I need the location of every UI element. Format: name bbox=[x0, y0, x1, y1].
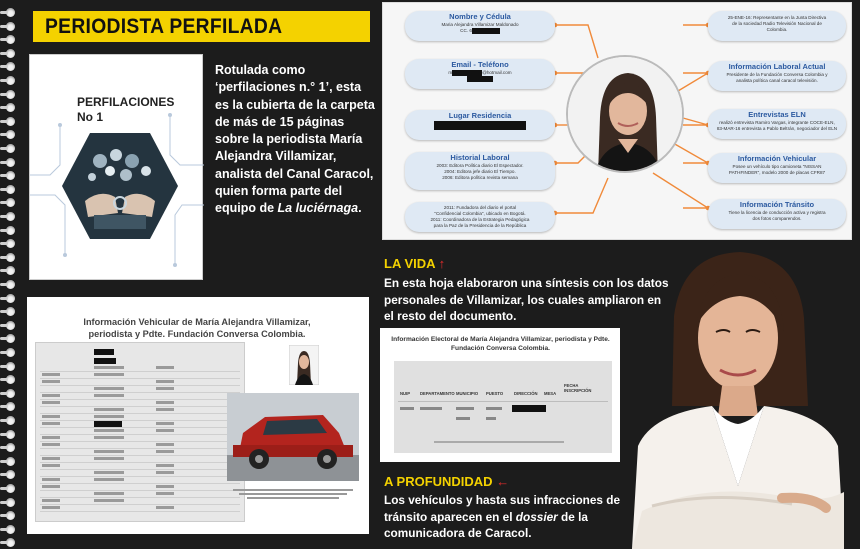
table-cell-text bbox=[156, 485, 174, 488]
spiral-hole bbox=[6, 484, 15, 493]
spiral-hole bbox=[6, 334, 15, 343]
a-profundidad-caption bbox=[384, 492, 624, 542]
a-profundidad-label bbox=[384, 474, 509, 489]
table-cell-text bbox=[94, 492, 124, 495]
table-cell-text bbox=[42, 401, 60, 404]
pill-line: Colombia. bbox=[766, 27, 788, 32]
pill-line: de la sociedad Radio Televisión Nacional de bbox=[732, 21, 822, 26]
table-cell-text bbox=[156, 422, 174, 425]
spiral-binding bbox=[0, 0, 22, 549]
electoral-info-document bbox=[380, 328, 620, 462]
table-cell-text bbox=[42, 457, 60, 460]
a-profundidad-label-text: A PROFUNDIDAD bbox=[384, 474, 493, 489]
table-cell-text bbox=[156, 506, 174, 509]
table-cell-text bbox=[156, 401, 174, 404]
table-cell-text bbox=[42, 499, 60, 502]
pill-heading: Email - Teléfono bbox=[451, 60, 509, 69]
table-cell-text bbox=[42, 415, 60, 418]
pill-nombre-cedula bbox=[405, 11, 555, 41]
cover-caption-text: Rotulada como ‘perfilaciones n.° 1’, esta es la cubierta de la carpeta de más de 15 páginas sobre la periodista María Alejandra Villamizar, analista del Canal Caracol, quien forma parte del equipo de bbox=[215, 63, 375, 216]
spiral-hole bbox=[6, 212, 15, 221]
table-cell-text bbox=[94, 387, 124, 390]
electoral-header: DEPARTAMENTO bbox=[420, 391, 455, 396]
arrow-up-icon: ↑ bbox=[438, 256, 446, 271]
id-photo-thumbnail bbox=[289, 345, 319, 385]
spiral-hole bbox=[6, 90, 15, 99]
electoral-header: MESA bbox=[544, 391, 557, 396]
arrow-left-icon: ← bbox=[496, 474, 510, 489]
spiral-hole bbox=[6, 511, 15, 520]
pill-line: 2003: Editora Política diario El Espectador. bbox=[436, 163, 524, 168]
pill-line: 2004: Editora jefe diario El Tiempo. bbox=[444, 169, 516, 174]
pill-line: PATHFINDER", modelo 2000 de placas CFR87 bbox=[728, 170, 826, 175]
pill-line: Tiene la licencia de conducción activa y registra bbox=[728, 210, 826, 215]
spiral-hole bbox=[6, 443, 15, 452]
table-row-line bbox=[40, 448, 240, 449]
vehicle-doc-title-line2: periodista y Pdte. Fundación Conversa Colombia. bbox=[88, 328, 306, 339]
table-cell-text bbox=[42, 380, 60, 383]
electoral-header: DIRECCIÓN bbox=[514, 391, 538, 396]
redaction-bar bbox=[452, 70, 482, 76]
table-row-line bbox=[40, 378, 240, 379]
table-cell-text bbox=[94, 394, 124, 397]
spiral-hole bbox=[6, 103, 15, 112]
electoral-doc-title bbox=[388, 336, 613, 353]
pill-line: 25-ENE-16: Representante en la Junta Directiva bbox=[727, 15, 827, 20]
table-cell-text bbox=[42, 478, 60, 481]
table-cell-text bbox=[94, 429, 124, 432]
table-cell-text bbox=[94, 499, 124, 502]
spiral-hole bbox=[6, 198, 15, 207]
pill-informacion-vehicular bbox=[708, 153, 846, 183]
cover-title-line2: No 1 bbox=[77, 110, 104, 124]
cover-caption-italic: La luciérnaga bbox=[277, 201, 359, 216]
table-row-line bbox=[40, 441, 240, 442]
pill-line: 2011: Coordinadora de la Estrategia Pedagógica bbox=[430, 217, 530, 222]
spiral-hole bbox=[6, 76, 15, 85]
spiral-hole bbox=[6, 375, 15, 384]
spiral-hole bbox=[6, 239, 15, 248]
spiral-hole bbox=[6, 280, 15, 289]
table-cell-text bbox=[94, 373, 124, 376]
spiral-hole bbox=[6, 49, 15, 58]
spiral-hole bbox=[6, 185, 15, 194]
table-cell-text bbox=[94, 415, 124, 418]
table-cell-text bbox=[156, 471, 174, 474]
table-row-line bbox=[40, 469, 240, 470]
la-vida-label bbox=[384, 256, 445, 271]
table-cell-text bbox=[156, 387, 174, 390]
pill-line bbox=[405, 76, 555, 82]
table-cell-text bbox=[42, 422, 60, 425]
spiral-hole bbox=[6, 22, 15, 31]
a-profundidad-text-after: de la comunicadora de Caracol. bbox=[384, 509, 588, 540]
spiral-hole bbox=[6, 35, 15, 44]
spiral-hole bbox=[6, 171, 15, 180]
pill-heading: Información Laboral Actual bbox=[728, 62, 826, 71]
spiral-hole bbox=[6, 348, 15, 357]
spiral-hole bbox=[6, 307, 15, 316]
pill-line-text: m bbox=[448, 70, 453, 76]
electoral-doc-title-line2: Fundación Conversa Colombia. bbox=[451, 344, 550, 352]
table-cell-text bbox=[156, 366, 174, 369]
redaction-bar bbox=[512, 405, 546, 412]
pill-line: 83-MAR-16 entrevista a Pablo Beltrán, negociador del ELN bbox=[716, 126, 838, 131]
table-row-line bbox=[40, 420, 240, 421]
pill-historial-laboral bbox=[405, 152, 555, 190]
table-row-line bbox=[40, 511, 240, 512]
spiral-hole bbox=[6, 416, 15, 425]
spiral-hole bbox=[6, 525, 15, 534]
spiral-hole bbox=[6, 321, 15, 330]
pill-line-text: CC. 6 bbox=[460, 28, 472, 34]
pill-line: para la Paz de la Presidencia de la República bbox=[433, 223, 527, 228]
spiral-hole bbox=[6, 266, 15, 275]
cover-title bbox=[77, 95, 174, 125]
folder-cover-image bbox=[29, 54, 203, 280]
pill-email-telefono bbox=[405, 59, 555, 89]
redaction-bar bbox=[94, 358, 116, 364]
spiral-hole bbox=[6, 117, 15, 126]
table-cell-text bbox=[156, 450, 174, 453]
table-row-line bbox=[40, 427, 240, 428]
spiral-hole bbox=[6, 362, 15, 371]
table-cell-text bbox=[94, 450, 124, 453]
table-row-line bbox=[40, 497, 240, 498]
table-cell-text bbox=[94, 457, 124, 460]
pill-junta-directiva bbox=[708, 11, 846, 41]
spiral-hole bbox=[6, 498, 15, 507]
table-row-line bbox=[40, 392, 240, 393]
pill-historial-2011 bbox=[405, 202, 555, 232]
table-cell-text bbox=[156, 408, 174, 411]
electoral-header: FECHA INSCRIPCIÓN bbox=[564, 383, 592, 393]
table-cell-text bbox=[156, 443, 174, 446]
table-cell-text bbox=[94, 408, 124, 411]
table-cell-text bbox=[156, 464, 174, 467]
spiral-hole bbox=[6, 402, 15, 411]
table-cell-text bbox=[42, 464, 60, 467]
electoral-header: MUNICIPIO bbox=[456, 391, 479, 396]
table-row-line bbox=[40, 455, 240, 456]
table-cell-text bbox=[94, 366, 124, 369]
spiral-hole bbox=[6, 470, 15, 479]
pill-line bbox=[405, 28, 555, 34]
table-row-line bbox=[40, 476, 240, 477]
pill-line: Posee un vehículo tipo camioneta "NISSAN bbox=[732, 164, 822, 169]
cover-title-line1: PERFILACIONES bbox=[77, 95, 175, 109]
pill-entrevistas-eln bbox=[708, 109, 846, 139]
pill-heading: Nombre y Cédula bbox=[449, 12, 511, 21]
pill-informacion-laboral bbox=[708, 61, 846, 91]
table-cell-text bbox=[94, 436, 124, 439]
spiral-hole bbox=[6, 294, 15, 303]
pill-line: dos fotos comparendos. bbox=[752, 216, 802, 221]
table-row-line bbox=[40, 399, 240, 400]
spiral-hole bbox=[6, 457, 15, 466]
electoral-data-table bbox=[394, 361, 612, 453]
profile-photo bbox=[566, 55, 684, 173]
redaction-bar bbox=[434, 121, 526, 130]
table-cell-text bbox=[42, 443, 60, 446]
pill-heading: Entrevistas ELN bbox=[748, 110, 806, 119]
woman-portrait-icon bbox=[568, 57, 684, 173]
table-cell-text bbox=[42, 394, 60, 397]
section-title-banner bbox=[33, 11, 370, 42]
spiral-hole bbox=[6, 130, 15, 139]
table-cell-text bbox=[42, 436, 60, 439]
pill-line: "Confidencial Colombia", ubicado en Bogotá. bbox=[434, 211, 526, 216]
redaction-bar bbox=[94, 349, 114, 355]
pill-line: analista política canal caracol televisión. bbox=[736, 78, 818, 83]
pill-informacion-transito bbox=[708, 199, 846, 229]
pill-heading: Historial Laboral bbox=[450, 153, 510, 162]
pill-line bbox=[405, 121, 555, 130]
table-row-line bbox=[40, 371, 240, 372]
spiral-hole bbox=[6, 430, 15, 439]
pill-heading: Información Tránsito bbox=[739, 200, 815, 209]
table-row-line bbox=[40, 406, 240, 407]
table-cell-text bbox=[156, 492, 174, 495]
la-vida-caption: En esta hoja elaboraron una síntesis con los datos personales de Villamizar, los cuales ampliaron en el resto del documento. bbox=[384, 276, 669, 323]
electoral-header: NUIP bbox=[400, 391, 411, 396]
pill-line: Presidente de la Fundación Conversa Colombia y bbox=[726, 72, 828, 77]
table-cell-text bbox=[42, 506, 60, 509]
spiral-hole bbox=[6, 538, 15, 547]
electoral-doc-title-line1: Información Electoral de María Alejandra Villamizar, periodista y Pdte. bbox=[391, 336, 610, 343]
pill-heading: Información Vehicular bbox=[737, 154, 817, 163]
pill-lugar-residencia bbox=[405, 110, 555, 140]
table-row-line bbox=[40, 490, 240, 491]
vehicle-info-document bbox=[27, 297, 369, 534]
spiral-hole bbox=[6, 158, 15, 167]
table-cell-text bbox=[42, 373, 60, 376]
la-vida-label-text: LA VIDA bbox=[384, 256, 436, 271]
pill-line: 2006: Editora política revista semana bbox=[442, 175, 518, 180]
pill-line: 2011: Fundadora del diario el portal bbox=[443, 205, 517, 210]
spiral-hole bbox=[6, 226, 15, 235]
a-profundidad-text-before: Los vehículos y hasta sus infracciones de tránsito aparecen en el bbox=[384, 493, 621, 524]
vehicle-doc-title-line1: Información Vehicular de María Alejandra Villamizar, bbox=[83, 317, 311, 327]
redaction-bar bbox=[472, 28, 500, 34]
redaction-bar bbox=[467, 76, 493, 82]
table-row-line bbox=[40, 483, 240, 484]
pill-line-text: @hotmail.com bbox=[482, 70, 512, 76]
table-row-line bbox=[40, 385, 240, 386]
pill-line: realizó entrevista Ramiro Vargas, integrante COCE-ELN, bbox=[719, 120, 835, 125]
journalist-portrait-photo bbox=[612, 246, 860, 549]
spiral-hole bbox=[6, 8, 15, 17]
photo-caption-lines bbox=[227, 487, 359, 501]
red-suv-photo bbox=[227, 393, 359, 481]
pill-line: Maria Alejandra Villamizar Maldonado bbox=[441, 22, 519, 27]
table-row-line bbox=[40, 504, 240, 505]
a-profundidad-italic: dossier bbox=[515, 509, 558, 524]
table-cell-text bbox=[94, 471, 124, 474]
vehicle-data-table bbox=[35, 342, 245, 522]
vehicle-doc-title bbox=[47, 317, 347, 340]
spiral-hole bbox=[6, 62, 15, 71]
table-cell-text bbox=[156, 380, 174, 383]
spiral-hole bbox=[6, 389, 15, 398]
cover-caption bbox=[215, 62, 375, 218]
table-row-line bbox=[40, 434, 240, 435]
cover-caption-end: . bbox=[358, 201, 362, 216]
hexagon-hacker-illustration bbox=[60, 131, 180, 241]
table-cell-text bbox=[42, 485, 60, 488]
section-title: PERIODISTA PERFILADA bbox=[45, 14, 283, 38]
spiral-hole bbox=[6, 144, 15, 153]
table-cell-text bbox=[94, 478, 124, 481]
pill-heading: Lugar Residencia bbox=[448, 111, 512, 120]
table-cell-text bbox=[156, 429, 174, 432]
profile-infographic bbox=[382, 2, 852, 240]
table-row-line bbox=[40, 462, 240, 463]
spiral-hole bbox=[6, 253, 15, 262]
table-row-line bbox=[40, 413, 240, 414]
electoral-header: PUESTO bbox=[486, 391, 504, 396]
